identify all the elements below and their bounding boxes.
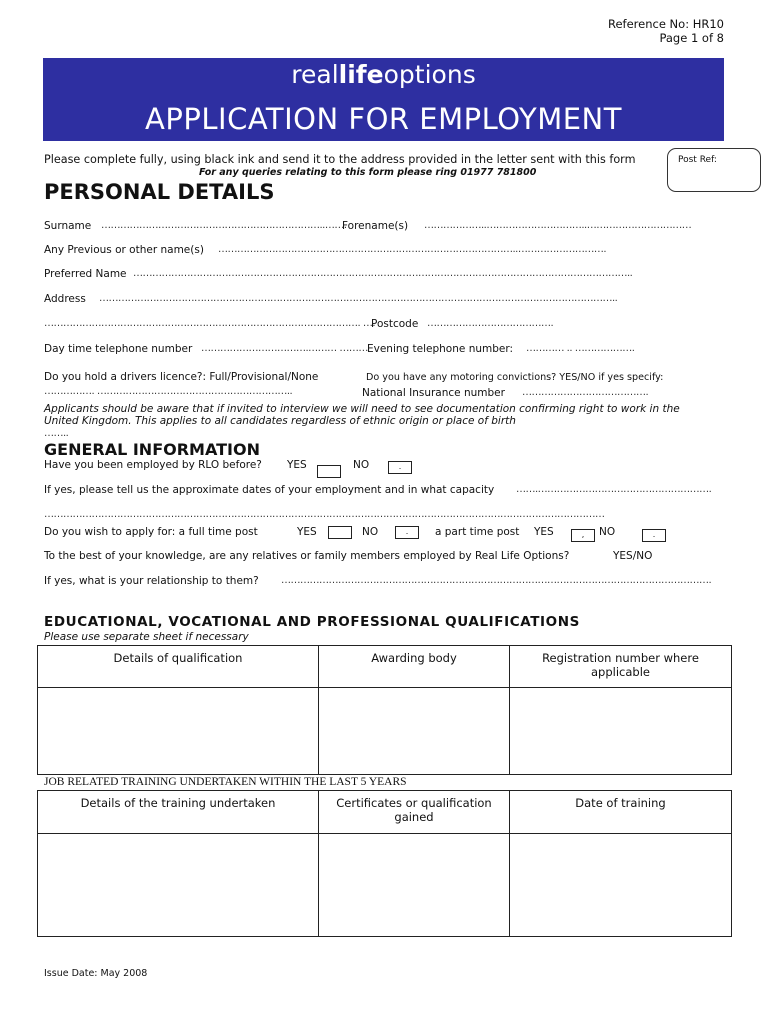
ni-field[interactable]: ………………………………….: [522, 387, 649, 398]
licence-label: Do you hold a drivers licence?: Full/Provisional/None: [44, 371, 319, 383]
training-heading: JOB RELATED TRAINING UNDERTAKEN WITHIN THE LAST 5 YEARS: [44, 776, 407, 788]
instruction-text: Please complete fully, using black ink and send it to the address provided in the letter sent with this form: [44, 153, 636, 166]
ni-label: National Insurance number: [362, 387, 505, 399]
brand-logo: reallifeoptions: [291, 60, 476, 89]
convictions-label: Do you have any motoring convictions? YES/NO if yes specify:: [366, 372, 664, 383]
rlo-label: Have you been employed by RLO before?: [44, 459, 262, 471]
qualifications-col-details: Details of qualification: [38, 646, 319, 688]
full-time-no-checkbox[interactable]: .: [395, 526, 419, 539]
relationship-field[interactable]: ……………………………………………………………………………………………………………………….: [281, 575, 712, 586]
previous-names-label: Any Previous or other name(s): [44, 244, 204, 256]
forename-label: Forename(s): [342, 220, 409, 232]
rlo-no-label: NO: [353, 459, 370, 471]
training-cell-details[interactable]: [38, 834, 319, 937]
page-number: Page 1 of 8: [659, 31, 724, 45]
training-cell-certificates[interactable]: [319, 834, 510, 937]
day-phone-field[interactable]: …………………………….……… ………: [201, 343, 368, 354]
part-time-no-label: NO: [599, 526, 616, 538]
dates-field[interactable]: …….……………………………………………….: [516, 484, 712, 495]
dates-field-line-2[interactable]: ……………………………………………………………………………………………………………………………………………………………: [44, 509, 605, 520]
queries-text: For any queries relating to this form please ring 01977 781800: [199, 167, 537, 178]
part-time-label: a part time post: [435, 526, 520, 538]
post-ref-label: Post Ref:: [678, 155, 717, 165]
qualifications-col-registration: Registration number where applicable: [510, 646, 732, 688]
rights-note-dots: ……..: [44, 428, 69, 439]
full-time-yes-checkbox[interactable]: [328, 526, 352, 539]
rlo-no-checkbox[interactable]: .: [388, 461, 412, 474]
training-col-details: Details of the training undertaken: [38, 791, 319, 834]
training-cell-date[interactable]: [510, 834, 732, 937]
training-col-date: Date of training: [510, 791, 732, 834]
full-time-yes-label: YES: [297, 526, 317, 538]
relatives-yes-no[interactable]: YES/NO: [613, 550, 653, 562]
rlo-yes-checkbox[interactable]: [317, 465, 341, 478]
part-time-yes-label: YES: [534, 526, 554, 538]
title-banner: [43, 58, 724, 141]
qualifications-cell-details[interactable]: [38, 688, 319, 775]
surname-label: Surname: [44, 220, 92, 232]
part-time-no-checkbox[interactable]: .: [642, 529, 666, 542]
apply-label: Do you wish to apply for: a full time post: [44, 526, 258, 538]
qualifications-cell-registration[interactable]: [510, 688, 732, 775]
rlo-yes-label: YES: [287, 459, 307, 471]
reference-number: Reference No: HR10: [607, 17, 724, 31]
form-title: APPLICATION FOR EMPLOYMENT: [145, 102, 622, 136]
previous-names-field[interactable]: …………………………………………………………………………………..……………………….: [218, 244, 607, 255]
relatives-label: To the best of your knowledge, are any relatives or family members employed by Real Life Options?: [44, 550, 570, 562]
qualifications-col-awarding-body: Awarding body: [319, 646, 510, 688]
issue-date: Issue Date: May 2008: [44, 968, 148, 979]
convictions-field[interactable]: ……………. ……………………………………………………..: [44, 386, 293, 397]
rights-note-line-2: United Kingdom. This applies to all candidates regardless of ethnic origin or place of birth: [44, 415, 516, 427]
relationship-label: If yes, what is your relationship to them?: [44, 575, 259, 587]
training-col-certificates: Certificates or qualification gained: [319, 791, 510, 834]
day-phone-label: Day time telephone number: [44, 343, 193, 355]
postcode-label: Postcode: [371, 318, 419, 330]
qualifications-table: [37, 645, 732, 775]
general-info-heading: GENERAL INFORMATION: [44, 440, 260, 459]
evening-phone-field[interactable]: ………… .. ……………….: [526, 343, 635, 354]
part-time-yes-checkbox[interactable]: ,: [571, 529, 595, 542]
evening-phone-label: Evening telephone number:: [367, 343, 514, 355]
surname-field[interactable]: ……………………………………………………………..…….: [101, 220, 347, 231]
qualifications-heading: EDUCATIONAL, VOCATIONAL AND PROFESSIONAL QUALIFICATIONS: [44, 614, 580, 630]
qualifications-note: Please use separate sheet if necessary: [44, 631, 249, 643]
postcode-field[interactable]: ………………………………….: [427, 318, 554, 329]
address-line-2[interactable]: ………………………………………………………………………………………. ….: [44, 318, 376, 329]
dates-label: If yes, please tell us the approximate dates of your employment and in what capacity: [44, 484, 495, 496]
preferred-name-label: Preferred Name: [44, 268, 127, 280]
post-ref-box[interactable]: [667, 148, 761, 192]
rights-note-line-1: Applicants should be aware that if invited to interview we will need to see documentation confirming right to work in the: [44, 403, 680, 415]
personal-details-heading: PERSONAL DETAILS: [44, 180, 275, 204]
address-line-1[interactable]: ………………………………………………………………………………………………………………………………………………..: [99, 293, 618, 304]
training-table: [37, 790, 732, 937]
full-time-no-label: NO: [362, 526, 379, 538]
forename-field[interactable]: ………………..…………………………..……………………………: [424, 220, 692, 231]
qualifications-cell-awarding-body[interactable]: [319, 688, 510, 775]
address-label: Address: [44, 293, 86, 305]
preferred-name-field[interactable]: …………………………………………………………………………………………………………………………………………..: [133, 268, 633, 279]
